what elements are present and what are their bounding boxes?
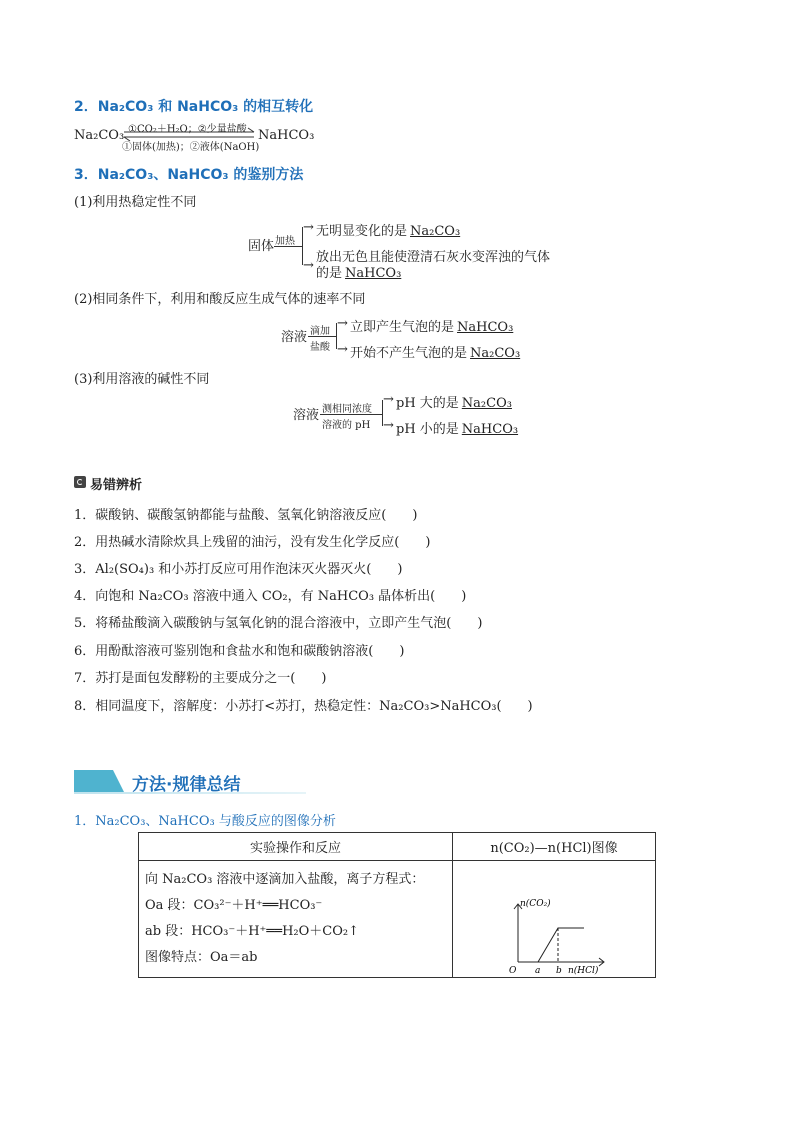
section-2-title: 2．Na₂CO₃ 和 NaHCO₃ 的相互转化 (74, 99, 314, 115)
arrow-bottom-condition: ①固体(加热)；②液体(NaOH) (122, 142, 260, 153)
m1-branch-2-line2: 的是 (316, 266, 343, 281)
m2-branch-2-answer: Na₂CO₃ (470, 346, 521, 361)
table-line-3: ab 段：HCO₃⁻＋H⁺══H₂O＋CO₂↑ (145, 924, 359, 939)
error-item-3: 3．Al₂(SO₄)₃ 和小苏打反应可用作泡沫灭火器灭火( ) (74, 562, 403, 577)
error-item-6: 6．用酚酞溶液可鉴别饱和食盐水和饱和碳酸钠溶液( ) (74, 644, 405, 659)
graph-origin: O (509, 966, 517, 976)
method-2-heading: (2)相同条件下，利用和酸反应生成气体的速率不同 (74, 292, 366, 307)
m3-arrow-stem (320, 414, 382, 415)
m3-start: 溶液 (293, 408, 320, 423)
m2-branch-2: 开始不产生气泡的是 (350, 346, 468, 361)
m1-branch-2-line1: 放出无色且能使澄清石灰水变浑浊的气体 (316, 250, 551, 265)
m1-condition: 加热 (275, 236, 295, 247)
table-line-2: Oa 段：CO₃²⁻＋H⁺══HCO₃⁻ (145, 898, 323, 913)
graph-point-a: a (535, 966, 541, 976)
m1-branch-2-answer: NaHCO₃ (345, 266, 402, 281)
m3-branch-1: pH 大的是 (396, 396, 459, 411)
formula-left: Na₂CO₃ (74, 128, 125, 143)
error-item-7: 7．苏打是面包发酵粉的主要成分之一( ) (74, 671, 327, 686)
m3-condition-bottom: 溶液的 pH (322, 420, 371, 431)
m2-branch-1: 立即产生气泡的是 (350, 320, 455, 335)
analysis-table (138, 832, 656, 978)
m2-arrow-stem (308, 336, 336, 337)
error-item-5: 5．将稀盐酸滴入碳酸钠与氢氧化钠的混合溶液中，立即产生气泡( ) (74, 616, 483, 631)
m3-arrow-2-icon: → (383, 418, 394, 433)
formula-right: NaHCO₃ (258, 128, 315, 143)
m1-start: 固体 (248, 239, 275, 254)
m2-branch-1-answer: NaHCO₃ (457, 320, 514, 335)
table-header-2: n(CO₂)—n(HCl)图像 (453, 833, 656, 861)
method-banner: 方法·规律总结 (132, 775, 241, 795)
m2-arrow-1-icon: → (337, 316, 348, 331)
m2-start: 溶液 (281, 330, 308, 345)
m2-arrow-2-icon: → (337, 342, 348, 357)
error-item-4: 4．向饱和 Na₂CO₃ 溶液中通入 CO₂，有 NaHCO₃ 晶体析出( ) (74, 589, 467, 604)
m3-condition-top: 测相同浓度 (322, 404, 372, 415)
error-item-8: 8．相同温度下，溶解度：小苏打<苏打，热稳定性：Na₂CO₃>NaHCO₃( ) (74, 699, 533, 714)
m3-branch-2: pH 小的是 (396, 422, 459, 437)
method-3-heading: (3)利用溶液的碱性不同 (74, 372, 210, 387)
m1-branch-1-answer: Na₂CO₃ (410, 224, 461, 239)
error-item-2: 2．用热碱水清除炊具上残留的油污，没有发生化学反应( ) (74, 535, 431, 550)
m2-condition-bottom: 盐酸 (310, 342, 330, 353)
arrow-top-condition: ①CO₂＋H₂O；②少量盐酸 (128, 124, 247, 135)
graph-ylabel: n(CO₂) (520, 899, 551, 909)
graph-point-b: b (556, 966, 562, 976)
m1-branch-1: 无明显变化的是 (316, 224, 408, 239)
method-item-1: 1．Na₂CO₃、NaHCO₃ 与酸反应的图像分析 (74, 814, 336, 829)
error-analysis-title: 易错辨析 (90, 478, 143, 493)
m1-arrow-1-icon: → (303, 220, 314, 235)
table-header-1: 实验操作和反应 (139, 833, 453, 861)
error-item-1: 1．碳酸钠、碳酸氢钠都能与盐酸、氢氧化钠溶液反应( ) (74, 508, 418, 523)
m3-arrow-1-icon: → (383, 392, 394, 407)
table-line-1: 向 Na₂CO₃ 溶液中逐滴加入盐酸，离子方程式： (145, 872, 425, 887)
table-reaction-cell (139, 861, 453, 978)
error-analysis-icon (74, 476, 86, 488)
m1-arrow-stem (274, 246, 302, 247)
method-1-heading: (1)利用热稳定性不同 (74, 195, 197, 210)
table-graph-cell (453, 861, 656, 978)
banner-decoration (74, 770, 124, 792)
graph-xlabel: n(HCl) (568, 966, 599, 976)
m1-arrow-2-icon: → (303, 258, 314, 273)
graph-curve (518, 928, 584, 962)
m3-branch-1-answer: Na₂CO₃ (461, 396, 512, 411)
section-3-title: 3．Na₂CO₃、NaHCO₃ 的鉴别方法 (74, 167, 304, 183)
table-line-4: 图像特点：Oa＝ab (145, 950, 258, 965)
co2-hcl-graph (454, 862, 654, 976)
m3-branch-2-answer: NaHCO₃ (461, 422, 519, 437)
m2-condition-top: 滴加 (310, 326, 330, 337)
